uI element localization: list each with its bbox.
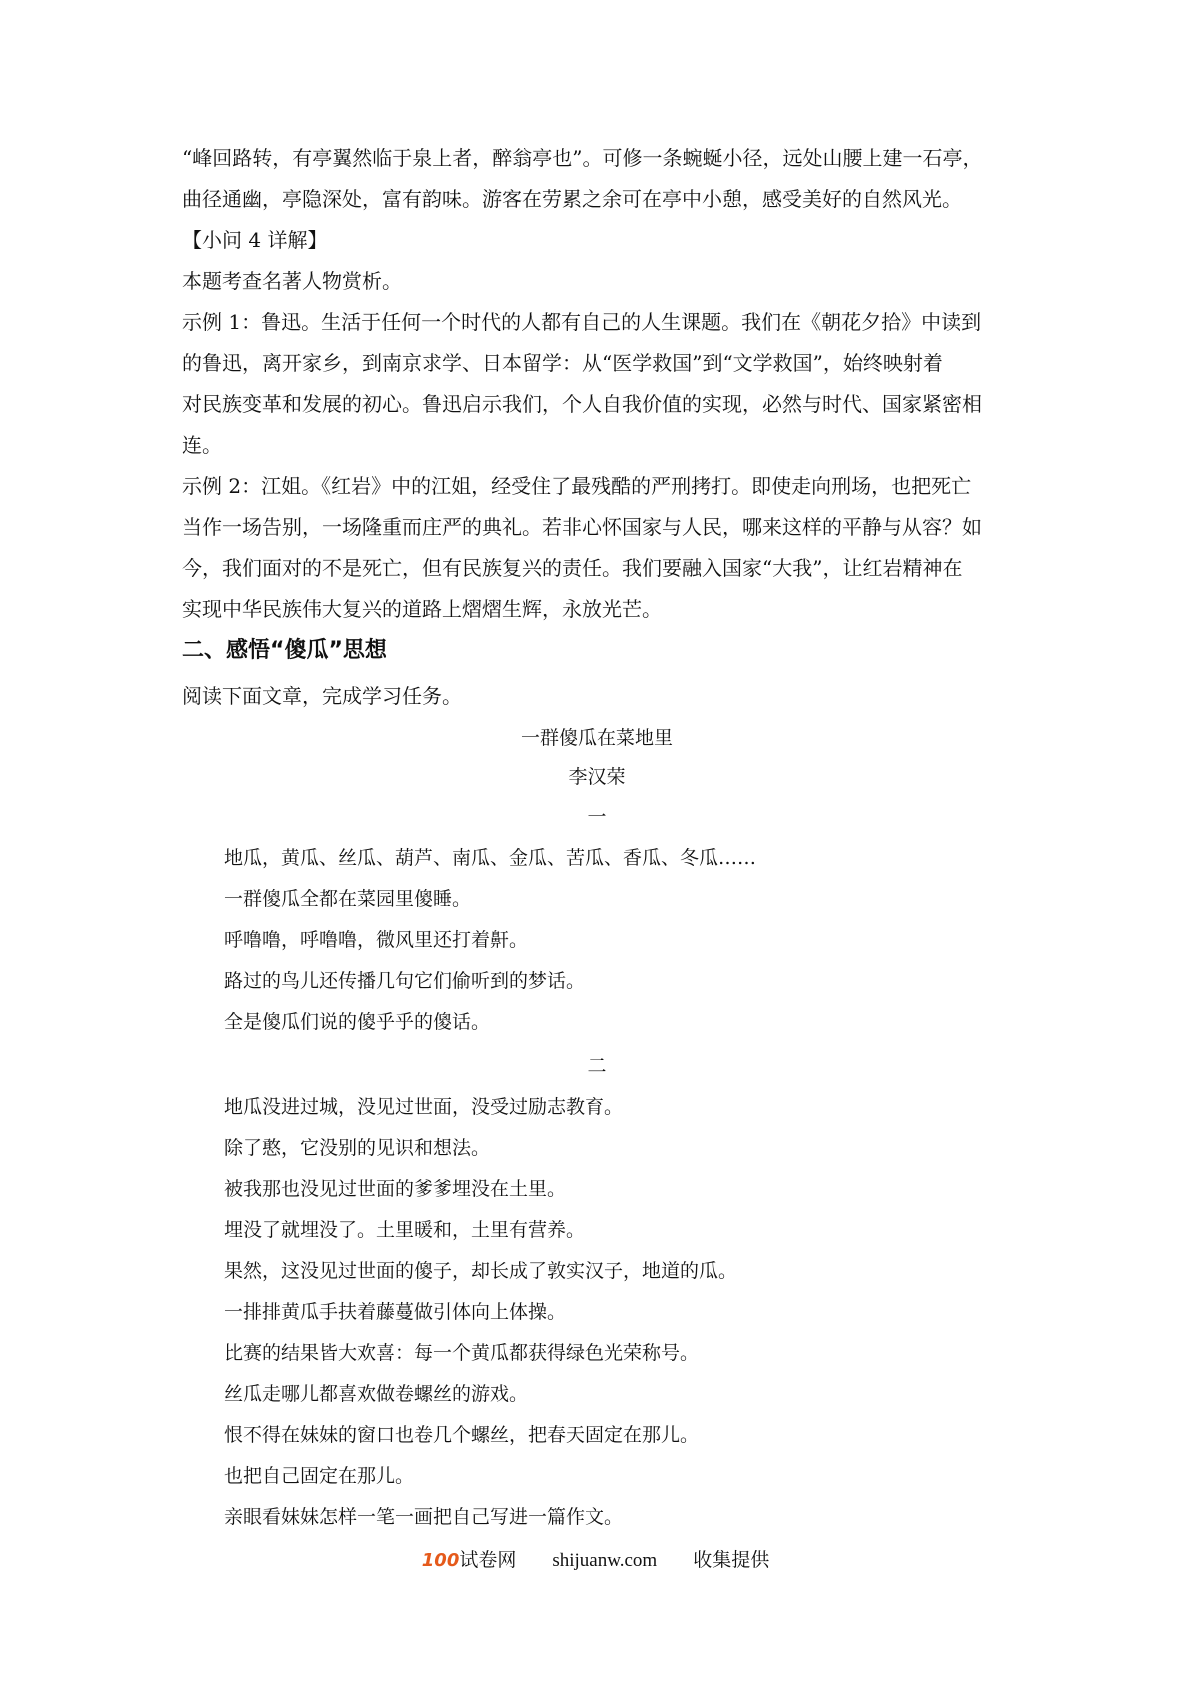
paragraph-line: 连。 [182,433,222,457]
poem-line: 果然，这没见过世面的傻子，却长成了敦实汉子，地道的瓜。 [224,1260,738,1282]
paragraph-line: 本题考查名著人物赏析。 [182,269,402,293]
poem-line: 比赛的结果皆大欢喜：每一个黄瓜都获得绿色光荣称号。 [224,1342,700,1364]
answer-label: 【小问 4 详解】 [182,228,328,252]
poem-section-label: 一 [587,806,607,828]
poem-line: 亲眼看妹妹怎样一笔一画把自己写进一篇作文。 [224,1506,624,1528]
poem-line: 一排排黄瓜手扶着藤蔓做引体向上体操。 [224,1301,567,1323]
poem-line: 埋没了就埋没了。土里暖和，土里有营养。 [224,1219,586,1241]
section-heading: 二、感悟“傻瓜”思想 [182,638,387,663]
paragraph-line: 当作一场告别，一场隆重而庄严的典礼。若非心怀国家与人民，哪来这样的平静与从容？如 [182,515,982,539]
instruction-text: 阅读下面文章，完成学习任务。 [182,684,462,708]
poem-line: 地瓜没进过城，没见过世面，没受过励志教育。 [224,1096,624,1118]
footer-credit: 收集提供 [693,1550,770,1571]
site-url: shijuanw.com [552,1550,658,1571]
poem-line: 路过的鸟儿还传播几句它们偷听到的梦话。 [224,970,586,992]
poem-line: 呼噜噜，呼噜噜，微风里还打着鼾。 [224,929,529,951]
poem-line: 丝瓜走哪儿都喜欢做卷螺丝的游戏。 [224,1383,529,1405]
poem-line: 恨不得在妹妹的窗口也卷几个螺丝，把春天固定在那儿。 [224,1424,700,1446]
page-footer [0,1548,1191,1574]
paragraph-line: “峰回路转，有亭翼然临于泉上者，醉翁亭也”。可修一条蜿蜒小径，远处山腰上建一石亭， [182,146,983,170]
poem-line: 地瓜，黄瓜、丝瓜、葫芦、南瓜、金瓜、苦瓜、香瓜、冬瓜…… [224,847,757,869]
poem-line: 一群傻瓜全都在菜园里傻睡。 [224,888,472,910]
site-name: 试卷网 [459,1550,517,1571]
paragraph-line: 对民族变革和发展的初心。鲁迅启示我们，个人自我价值的实现，必然与时代、国家紧密相 [182,392,982,416]
poem-author: 李汉荣 [568,766,626,788]
poem-title: 一群傻瓜在菜地里 [520,727,673,749]
poem-section-label: 二 [587,1055,607,1077]
poem-line: 也把自己固定在那儿。 [224,1465,415,1487]
paragraph-line: 实现中华民族伟大复兴的道路上熠熠生辉，永放光芒。 [182,597,662,621]
poem-line: 全是傻瓜们说的傻乎乎的傻话。 [224,1011,491,1033]
paragraph-line: 示例 1：鲁迅。生活于任何一个时代的人都有自己的人生课题。我们在《朝花夕拾》中读到 [182,310,982,334]
site-logo: 100 [421,1550,460,1571]
paragraph-line: 曲径通幽，亭隐深处，富有韵味。游客在劳累之余可在亭中小憩，感受美好的自然风光。 [182,187,962,211]
paragraph-line: 示例 2：江姐。《红岩》中的江姐，经受住了最残酷的严刑拷打。即使走向刑场，也把死亡 [182,474,972,498]
poem-line: 除了憨，它没别的见识和想法。 [224,1137,491,1159]
paragraph-line: 今，我们面对的不是死亡，但有民族复兴的责任。我们要融入国家“大我”，让红岩精神在 [182,556,963,580]
paragraph-line: 的鲁迅，离开家乡，到南京求学、日本留学：从“医学救国”到“文学救国”，始终映射着 [182,351,943,375]
poem-line: 被我那也没见过世面的爹爹埋没在土里。 [224,1178,567,1200]
